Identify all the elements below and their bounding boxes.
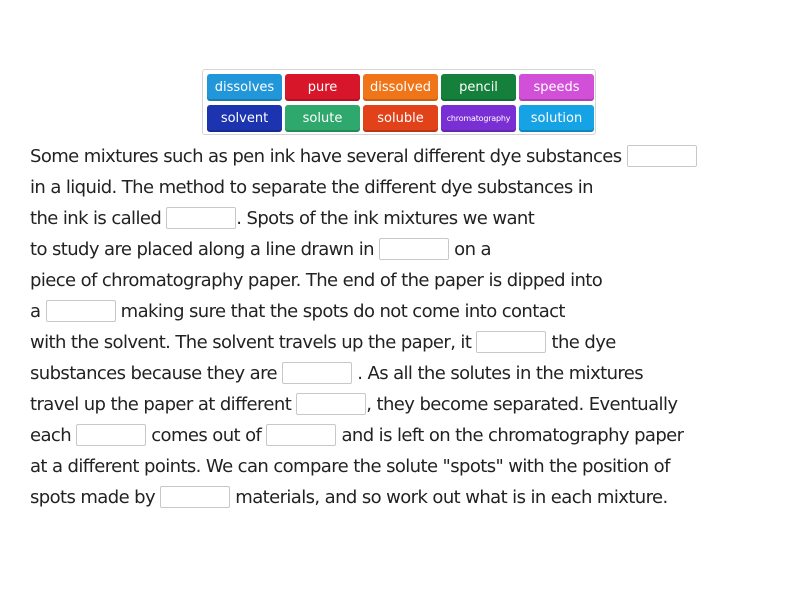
answer-blank-6[interactable] bbox=[282, 362, 352, 384]
passage-text: comes out of bbox=[146, 425, 267, 446]
word-tile-solvent[interactable]: solvent bbox=[207, 105, 282, 132]
passage-text: . As all the solutes in the mixtures bbox=[352, 363, 644, 384]
passage-text: spots made by bbox=[30, 487, 161, 508]
passage-line bbox=[30, 172, 790, 203]
passage-line bbox=[30, 141, 790, 172]
answer-blank-9[interactable] bbox=[266, 424, 336, 446]
word-tile-dissolves[interactable]: dissolves bbox=[207, 74, 282, 101]
passage-line bbox=[30, 451, 790, 482]
passage-text: Some mixtures such as pen ink have several different dye substances bbox=[30, 146, 627, 167]
passage-text: at a different points. We can compare the solute "spots" with the position of bbox=[30, 456, 670, 477]
passage-text: a bbox=[30, 301, 46, 322]
passage-text: travel up the paper at different bbox=[30, 394, 297, 415]
passage-text: making sure that the spots do not come into contact bbox=[115, 301, 565, 322]
word-tile-soluble[interactable]: soluble bbox=[363, 105, 438, 132]
passage-text: to study are placed along a line drawn in bbox=[30, 239, 380, 260]
word-tile-pencil[interactable]: pencil bbox=[441, 74, 516, 101]
passage-text: the dye bbox=[546, 332, 616, 353]
passage-line bbox=[30, 234, 790, 265]
passage-line bbox=[30, 420, 790, 451]
word-tile-dissolved[interactable]: dissolved bbox=[363, 74, 438, 101]
answer-blank-8[interactable] bbox=[76, 424, 146, 446]
answer-blank-3[interactable] bbox=[379, 238, 449, 260]
word-tile-chromatography[interactable]: chromatography bbox=[441, 105, 516, 132]
passage-line bbox=[30, 203, 790, 234]
answer-blank-4[interactable] bbox=[46, 300, 116, 322]
word-bank bbox=[202, 69, 596, 135]
answer-blank-2[interactable] bbox=[166, 207, 236, 229]
passage-text: . Spots of the ink mixtures we want bbox=[236, 208, 535, 229]
answer-blank-7[interactable] bbox=[296, 393, 366, 415]
word-tile-pure[interactable]: pure bbox=[285, 74, 360, 101]
word-tile-speeds[interactable]: speeds bbox=[519, 74, 594, 101]
passage-text: piece of chromatography paper. The end of the paper is dipped into bbox=[30, 270, 603, 291]
passage-text: each bbox=[30, 425, 77, 446]
word-tile-solute[interactable]: solute bbox=[285, 105, 360, 132]
passage-line bbox=[30, 265, 790, 296]
answer-blank-10[interactable] bbox=[160, 486, 230, 508]
passage-line bbox=[30, 389, 790, 420]
passage-text: with the solvent. The solvent travels up the paper, it bbox=[30, 332, 477, 353]
passage-line bbox=[30, 482, 790, 513]
passage-text: the ink is called bbox=[30, 208, 167, 229]
passage-text: substances because they are bbox=[30, 363, 283, 384]
answer-blank-5[interactable] bbox=[476, 331, 546, 353]
passage-line bbox=[30, 327, 790, 358]
passage-line bbox=[30, 358, 790, 389]
passage-text: in a liquid. The method to separate the different dye substances in bbox=[30, 177, 593, 198]
passage-line bbox=[30, 296, 790, 327]
passage-text: on a bbox=[449, 239, 491, 260]
passage-text: , they become separated. Eventually bbox=[366, 394, 678, 415]
word-tile-solution[interactable]: solution bbox=[519, 105, 594, 132]
passage-text: materials, and so work out what is in each mixture. bbox=[230, 487, 668, 508]
passage-text: and is left on the chromatography paper bbox=[336, 425, 684, 446]
cloze-passage bbox=[30, 141, 790, 513]
answer-blank-1[interactable] bbox=[627, 145, 697, 167]
